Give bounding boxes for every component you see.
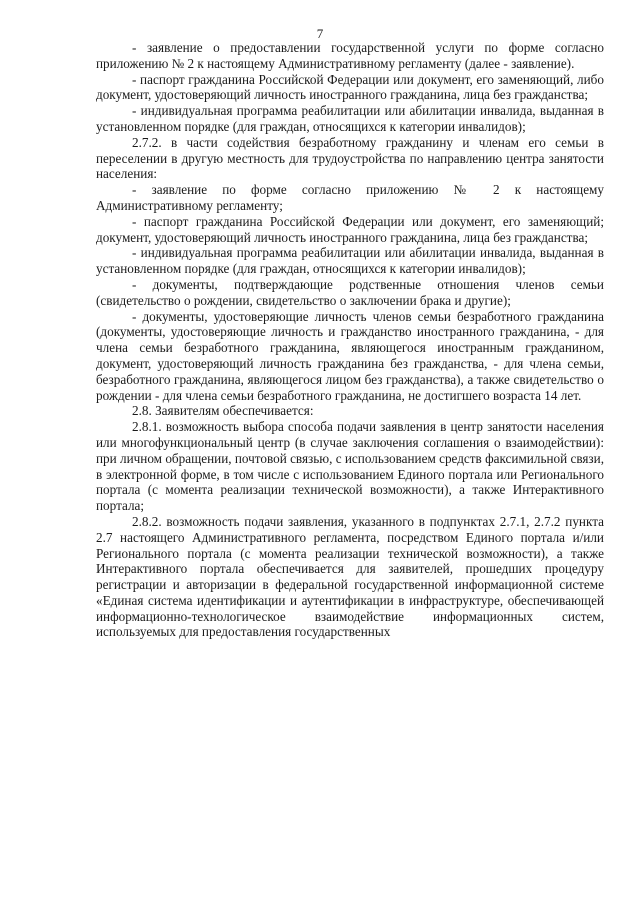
paragraph-family-identity-documents: - документы, удостоверяющие личность членов семьи безработного гражданина (документы, удостоверяющие личность и гражданство иностранного гражданина, - для члена семьи безработного гражданина, являющегося иностранным гражданином, документ, удостоверяющий личность гражданина без гражданства, - для члена семьи, безработного гражданина, являющегося лицом без гражданства), а также свидетельство о рождении - для члена семьи безработного гражданина, не достигшего возраста 14 лет. (96, 308, 604, 403)
paragraph-passport-2: - паспорт гражданина Российской Федерации или документ, его заменяющий; документ, удостоверяющий личность иностранного гражданина, лица без гражданства; (96, 213, 604, 245)
paragraph-application-form: - заявление о предоставлении государственной услуги по форме согласно приложению № 2 к настоящему Административному регламенту (далее - заявление). (96, 40, 604, 71)
paragraph-application-form-2: - заявление по форме согласно приложению № 2 к настоящему Административному регламенту; (96, 182, 604, 213)
page-number: 7 (316, 26, 324, 41)
paragraph-family-documents: - документы, подтверждающие родственные отношения членов семьи (свидетельство о рождении, свидетельство о заключении брака и другие); (96, 276, 604, 308)
paragraph-section-2-8-2: 2.8.2. возможность подачи заявления, указанного в подпунктах 2.7.1, 2.7.2 пункта 2.7 настоящего Административного регламента, посредством Единого портала и/или Регионального портала (с момента реализации технической возможности), а также Интерактивного портала обеспечивается для заявителей, прошедших процедуру регистрации и авторизации в федеральной государственной информационной системе «Единая система идентификации и аутентификации в инфраструктуре, обеспечивающей информационно-технологическое взаимодействие информационных систем, используемых для предоставления государственных (96, 513, 604, 640)
paragraph-rehabilitation-program-2: - индивидуальная программа реабилитации или абилитации инвалида, выданная в установленном порядке (для граждан, относящихся к категории инвалидов); (96, 245, 604, 277)
page-body (96, 40, 604, 640)
paragraph-section-2-8-1: 2.8.1. возможность выбора способа подачи заявления в центр занятости населения или многофункциональный центр (в случае заключения соглашения о взаимодействии): при личном обращении, почтовой связью, с использованием средств факсимильной связи, в электронной форме, в том числе с использованием Единого портала или Регионального портала (с момента реализации технической возможности), а также Интерактивного портала; (96, 419, 604, 514)
paragraph-section-2-8: 2.8. Заявителям обеспечивается: (132, 403, 314, 419)
paragraph-passport: - паспорт гражданина Российской Федерации или документ, его заменяющий, либо документ, удостоверяющий личность иностранного гражданина, лица без гражданства; (96, 71, 604, 103)
paragraph-section-2-7-2: 2.7.2. в части содействия безработному гражданину и членам его семьи в переселении в другую местность для трудоустройства по направлению центра занятости населения: (96, 134, 604, 182)
paragraph-rehabilitation-program: - индивидуальная программа реабилитации или абилитации инвалида, выданная в установленном порядке (для граждан, относящихся к категории инвалидов); (96, 103, 604, 134)
